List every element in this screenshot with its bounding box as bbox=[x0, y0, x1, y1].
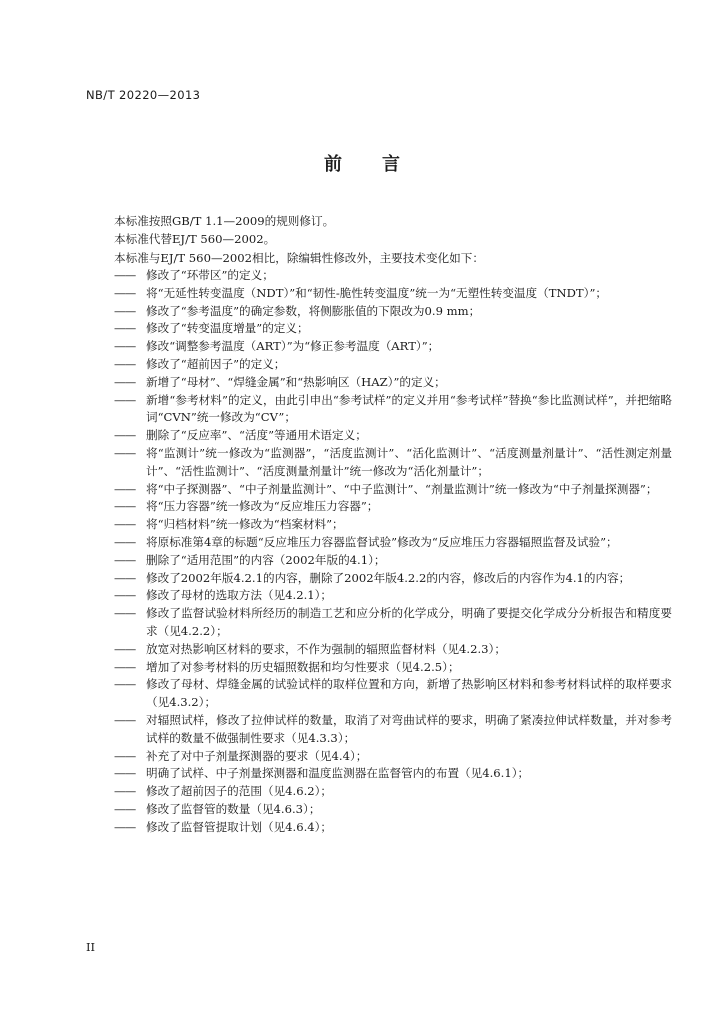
change-text: 新增了“母材”、“焊缝金属”和“热影响区（HAZ）”的定义； bbox=[146, 374, 446, 389]
change-text: 修改了超前因子的范围（见4.6.2）； bbox=[146, 784, 333, 799]
change-text: 修改了母材的选取方法（见4.2.1）； bbox=[146, 588, 333, 603]
list-item bbox=[114, 356, 674, 374]
change-text: 放宽对热影响区材料的要求，不作为强制的辐照监督材料（见4.2.3）； bbox=[146, 641, 506, 656]
page-number: II bbox=[86, 940, 96, 954]
dash-marker: —— bbox=[114, 268, 136, 282]
page-title-part: 言 bbox=[382, 154, 400, 175]
change-text: 将“无延性转变温度（NDT）”和“韧性-脆性转变温度”统一为“无塑性转变温度（TNDT）”； bbox=[146, 285, 607, 300]
change-text: 将“归档材料”统一修改为“档案材料”； bbox=[146, 517, 344, 532]
list-item bbox=[114, 783, 674, 801]
intro-line: 本标准与EJ/T 560—2002相比，除编辑性修改外，主要技术变化如下： bbox=[114, 250, 484, 265]
dash-marker: —— bbox=[114, 659, 136, 674]
dash-marker: —— bbox=[114, 303, 136, 318]
dash-marker: —— bbox=[114, 606, 136, 621]
list-item bbox=[114, 801, 674, 819]
intro-paragraphs bbox=[114, 212, 674, 267]
dash-marker: —— bbox=[114, 766, 136, 781]
dash-marker: —— bbox=[114, 481, 136, 496]
change-text: 将“监测计”统一修改为“监测器”，“活度监测计”、“活化监测计”、“活度测量剂量计”、“活性测定剂量计”、“活性监测计”、“活度测量剂量计”统一修改为“活化剂量计”； bbox=[146, 445, 672, 478]
dash-marker: —— bbox=[114, 712, 136, 727]
page-title bbox=[0, 150, 724, 176]
change-text: 新增“参考材料”的定义，由此引申出“参考试样”的定义并用“参考试样”替换“参比监测试样”，并把缩略词“CVN”统一修改为“CV”； bbox=[146, 392, 672, 425]
change-text: 将“中子探测器”、“中子剂量监测计”、“中子监测计”、“剂量监测计”统一修改为“中子剂量探测器”； bbox=[146, 481, 658, 496]
change-text: 补充了对中子剂量探测器的要求（见4.4）； bbox=[146, 748, 368, 763]
dash-marker: —— bbox=[114, 552, 136, 567]
change-text: 修改了监督管提取计划（见4.6.4）； bbox=[146, 819, 333, 834]
dash-marker: —— bbox=[114, 748, 136, 763]
change-text: 增加了对参考材料的历史辐照数据和均匀性要求（见4.2.5）； bbox=[146, 659, 460, 674]
list-item bbox=[114, 338, 674, 356]
change-text: 删除了“适用范围”的内容（2002年版的4.1）； bbox=[146, 552, 386, 567]
change-text: 修改了“环带区”的定义； bbox=[146, 268, 274, 282]
intro-line: 本标准代替EJ/T 560—2002。 bbox=[114, 232, 276, 247]
list-item bbox=[114, 748, 674, 766]
technical-changes-list bbox=[114, 267, 674, 837]
page-title-part: 前 bbox=[324, 154, 342, 175]
dash-marker: —— bbox=[114, 499, 136, 514]
intro-line: 本标准按照GB/T 1.1—2009的规则修订。 bbox=[114, 214, 335, 228]
list-item bbox=[114, 819, 674, 837]
list-item bbox=[114, 267, 674, 285]
change-text: 将原标准第4章的标题“反应堆压力容器监督试验”修改为“反应堆压力容器辐照监督及试验”； bbox=[146, 534, 618, 549]
dash-marker: —— bbox=[114, 588, 136, 603]
list-item bbox=[114, 481, 674, 499]
dash-marker: —— bbox=[114, 534, 136, 549]
dash-marker: —— bbox=[114, 445, 136, 460]
dash-marker: —— bbox=[114, 321, 136, 336]
change-text: 修改了母材、焊缝金属的试验试样的取样位置和方向，新增了热影响区材料和参考材料试样的取样要求（见4.3.2）； bbox=[146, 677, 672, 710]
change-text: 修改了监督管的数量（见4.6.3）； bbox=[146, 801, 321, 816]
list-item bbox=[114, 605, 674, 641]
list-item bbox=[114, 676, 674, 712]
list-item bbox=[114, 320, 674, 338]
dash-marker: —— bbox=[114, 819, 136, 834]
change-text: 明确了试样、中子剂量探测器和温度监测器在监督管内的布置（见4.6.1）； bbox=[146, 766, 530, 781]
list-item bbox=[114, 552, 674, 570]
change-text: 修改“调整参考温度（ART）”为“修正参考温度（ART）”； bbox=[146, 339, 440, 354]
dash-marker: —— bbox=[114, 641, 136, 656]
dash-marker: —— bbox=[114, 374, 136, 389]
list-item bbox=[114, 445, 674, 481]
change-text: 修改了“参考温度”的确定参数，将侧膨胀值的下限改为0.9 mm； bbox=[146, 303, 481, 318]
list-item bbox=[114, 303, 674, 321]
list-item bbox=[114, 765, 674, 783]
dash-marker: —— bbox=[114, 801, 136, 816]
change-text: 对辐照试样，修改了拉伸试样的数量，取消了对弯曲试样的要求，明确了紧凑拉伸试样数量，并对参考试样的数量不做强制性要求（见4.3.3）； bbox=[146, 712, 672, 745]
change-text: 删除了“反应率”、“活度”等通用术语定义； bbox=[146, 428, 367, 443]
change-text: 修改了“超前因子”的定义； bbox=[146, 356, 286, 371]
dash-marker: —— bbox=[114, 392, 136, 407]
list-item bbox=[114, 392, 674, 428]
list-item bbox=[114, 570, 674, 588]
list-item bbox=[114, 374, 674, 392]
standard-code-header: NB/T 20220—2013 bbox=[86, 88, 201, 102]
dash-marker: —— bbox=[114, 517, 136, 532]
dash-marker: —— bbox=[114, 339, 136, 354]
dash-marker: —— bbox=[114, 428, 136, 443]
dash-marker: —— bbox=[114, 677, 136, 692]
list-item bbox=[114, 587, 674, 605]
list-item bbox=[114, 534, 674, 552]
dash-marker: —— bbox=[114, 285, 136, 300]
list-item bbox=[114, 516, 674, 534]
list-item bbox=[114, 641, 674, 659]
list-item bbox=[114, 427, 674, 445]
change-text: 修改了监督试验材料所经历的制造工艺和应分析的化学成分，明确了要提交化学成分分析报告和精度要求（见4.2.2）； bbox=[146, 606, 672, 638]
dash-marker: —— bbox=[114, 570, 136, 585]
list-item bbox=[114, 498, 674, 516]
change-text: 修改了“转变温度增量”的定义； bbox=[146, 321, 309, 336]
list-item bbox=[114, 659, 674, 677]
change-text: 将“压力容器”统一修改为“反应堆压力容器”； bbox=[146, 499, 379, 514]
list-item bbox=[114, 285, 674, 303]
list-item bbox=[114, 712, 674, 748]
change-text: 修改了2002年版4.2.1的内容，删除了2002年版4.2.2的内容，修改后的内容作为4.1的内容； bbox=[146, 570, 631, 585]
dash-marker: —— bbox=[114, 784, 136, 799]
dash-marker: —— bbox=[114, 356, 136, 371]
